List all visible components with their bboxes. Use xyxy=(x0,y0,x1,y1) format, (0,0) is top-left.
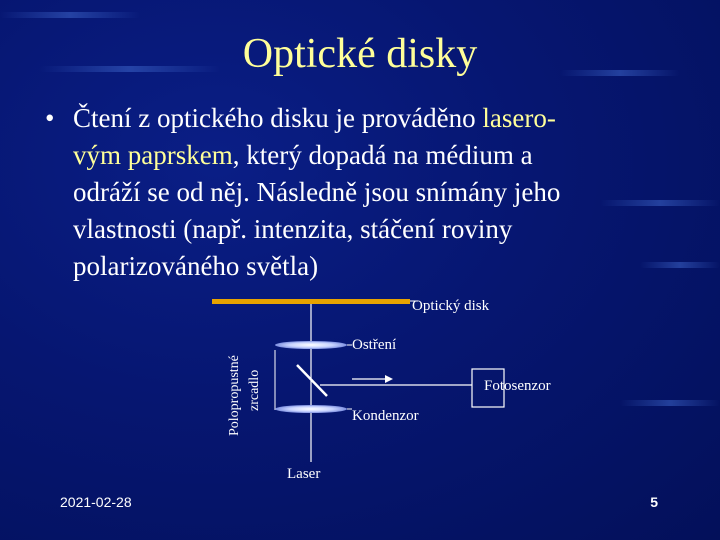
condenser-label: Kondenzor xyxy=(352,408,419,424)
bullet-line1-pre: Čtení z optického disku je prováděno xyxy=(73,103,483,133)
condenser-lens xyxy=(275,405,347,413)
bullet-line2-post: , který dopadá na médium a xyxy=(232,140,533,170)
bullet-line4: vlastnosti (např. intenzita, stáčení roviny xyxy=(73,214,513,244)
bullet-line2-highlight: vým paprskem xyxy=(73,140,233,170)
disk-label: Optický disk xyxy=(412,298,490,314)
focus-lens xyxy=(275,341,347,349)
bullet-line5: polarizováného světla) xyxy=(73,251,319,281)
semi-transparent-mirror xyxy=(297,365,327,396)
page-number: 5 xyxy=(650,494,658,510)
arrow-head-icon xyxy=(385,375,393,383)
photosensor-label: Fotosenzor xyxy=(484,378,551,394)
bullet-line3: odráží se od něj. Následně jsou snímány jeho xyxy=(73,177,561,207)
laser-label: Laser xyxy=(287,466,321,482)
bullet-line1-highlight: lasero- xyxy=(482,103,556,133)
slide-title: Optické disky xyxy=(242,31,478,77)
footer-date: 2021-02-28 xyxy=(60,494,132,510)
mirror-label-line1: Polopropustné xyxy=(227,355,242,436)
optical-disk xyxy=(212,299,410,304)
bullet-dot: • xyxy=(45,103,55,133)
focus-label: Ostření xyxy=(352,337,397,353)
mirror-label-line2: zrcadlo xyxy=(247,369,262,411)
